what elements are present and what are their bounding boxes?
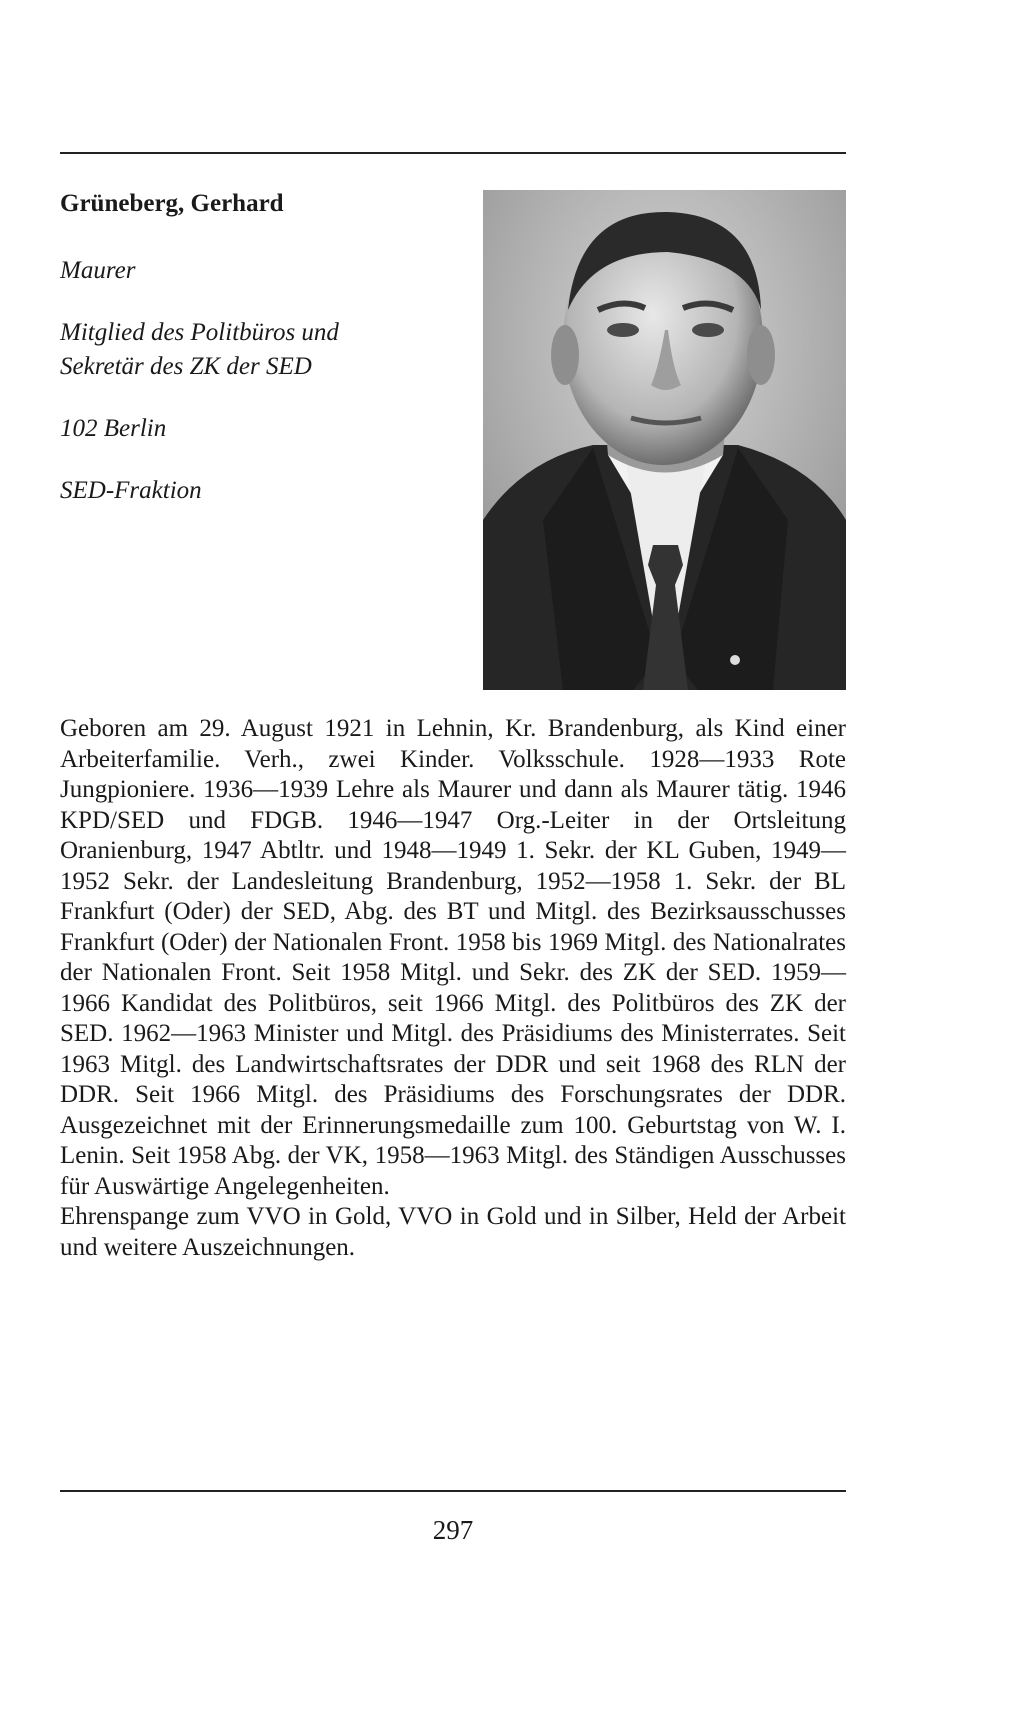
top-divider [60,152,846,154]
entry-header [60,190,460,536]
function-line-1: Mitglied des Politbüros und [60,319,339,346]
parliamentary-fraction: SED-Fraktion [60,477,202,504]
biography-paragraph-2: Ehrenspange zum VVO in Gold, VVO in Gold und in Silber, Held der Arbeit und weitere Auszeichnungen. [60,1203,846,1261]
portrait-photo [483,190,846,690]
occupation: Maurer [60,257,136,284]
bottom-divider [60,1490,846,1492]
address: 102 Berlin [60,415,167,442]
function-line-2: Sekretär des ZK der SED [60,353,312,380]
biography [60,714,846,1263]
function [60,316,460,384]
person-name: Grüneberg, Gerhard [60,190,284,217]
biography-paragraph-1: Geboren am 29. August 1921 in Lehnin, Kr. Brandenburg, als Kind einer Arbeiterfamilie. Verh., zwei Kinder. Volksschule. 1928—1933 Rote Jungpioniere. 1936—1939 Lehre als Maurer und dann als Maurer tätig. 1946 KPD/SED und FDGB. 1946—1947 Org.-Leiter in der Ortsleitung Oranienburg, 1947 Abtltr. und 1948—1949 1. Sekr. der KL Guben, 1949—1952 Sekr. der Landesleitung Brandenburg, 1952—1958 1. Sekr. der BL Frankfurt (Oder) der SED, Abg. des BT und Mitgl. des Bezirksausschusses Frankfurt (Oder) der Nationalen Front. 1958 bis 1969 Mitgl. des Nationalrates der Nationalen Front. Seit 1958 Mitgl. und Sekr. des ZK der SED. 1959—1966 Kandidat des Politbüros, seit 1966 Mitgl. des Politbüros des ZK der SED. 1962—1963 Minister und Mitgl. des Präsidiums des Ministerrates. Seit 1963 Mitgl. des Landwirtschaftsrates der DDR und seit 1968 des RLN der DDR. Seit 1966 Mitgl. des Präsidiums des Forschungsrates der DDR. Ausgezeichnet mit der Erinnerungsmedaille zum 100. Geburtstag von W. I. Lenin. Seit 1958 Abg. der VK, 1958—1963 Mitgl. des Ständigen Ausschusses für Auswärtige Angelegenheiten. [60,715,846,1200]
portrait-illustration [483,190,846,690]
page-number: 297 [432,1515,474,1545]
